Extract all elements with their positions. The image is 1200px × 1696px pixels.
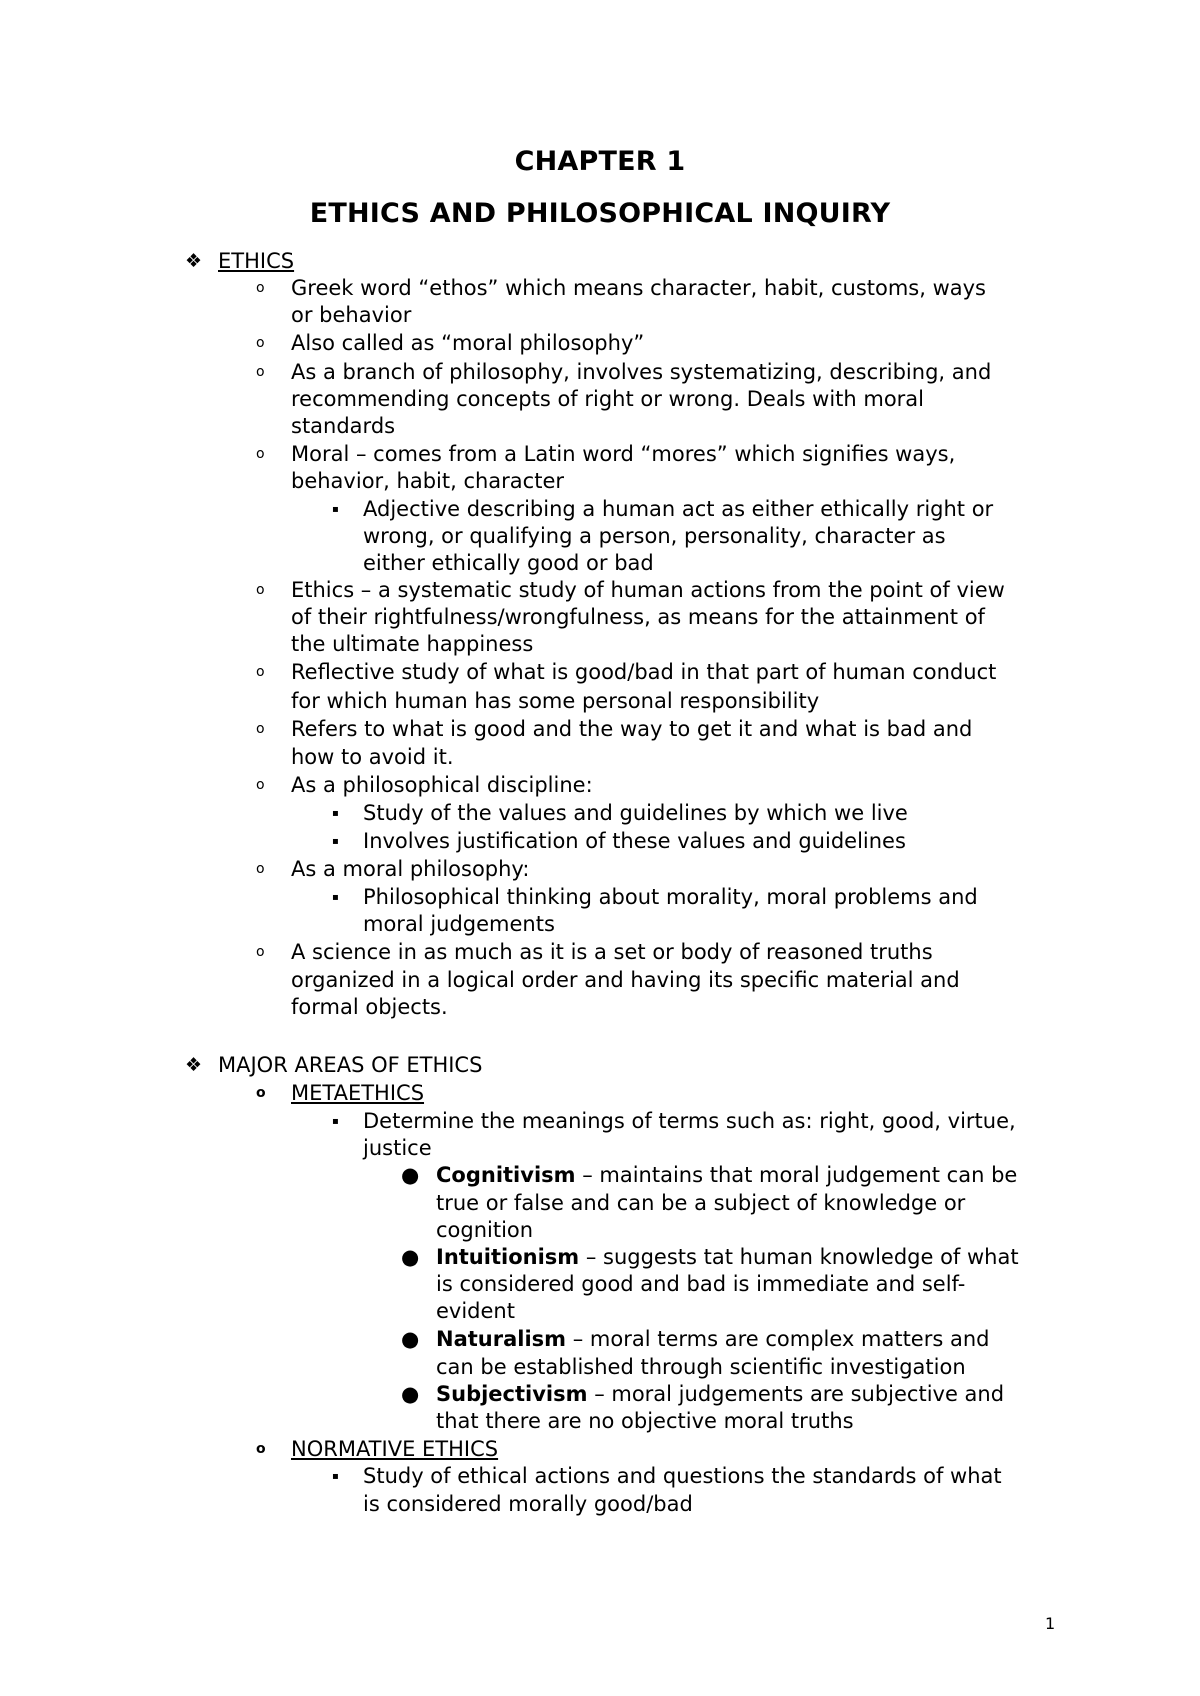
theory-text: [436, 1381, 1004, 1408]
circle-bullet-icon: o: [256, 944, 265, 960]
list-item-text: Greek word “ethos” which means character, habit, customs, ways: [291, 276, 986, 300]
dot-bullet-icon: ●: [401, 1245, 420, 1269]
dot-bullet-icon: ●: [401, 1163, 420, 1187]
dot-bullet-icon: ●: [401, 1382, 420, 1406]
square-bullet-icon: ▪: [332, 892, 339, 903]
sub-list-item-text: Adjective describing a human act as either ethically right or: [363, 497, 994, 521]
list-item-text: Ethics – a systematic study of human actions from the point of view: [291, 578, 1005, 602]
sub-list-item-text: is considered morally good/bad: [363, 1492, 693, 1516]
theory-desc: evident: [436, 1299, 515, 1323]
list-item-text: how to avoid it.: [291, 745, 454, 769]
circle-bullet-icon: o: [256, 280, 265, 296]
list-item-text: recommending concepts of right or wrong. Deals with moral: [291, 387, 925, 411]
theory-desc: true or false and can be a subject of knowledge or: [436, 1191, 966, 1215]
sub-list-item-text: Determine the meanings of terms such as: right, good, virtue,: [363, 1109, 1016, 1133]
diamond-bullet-icon: ❖: [185, 1054, 203, 1076]
theory-desc: – suggests tat human knowledge of what: [579, 1245, 1019, 1269]
sub-list-item-text: justice: [363, 1136, 432, 1160]
list-item-text: formal objects.: [291, 995, 448, 1019]
circle-bullet-icon: o: [256, 364, 265, 380]
circle-bullet-icon: o: [256, 1441, 266, 1457]
list-item-text: A science in as much as it is a set or body of reasoned truths: [291, 940, 933, 964]
list-item-text: organized in a logical order and having its specific material and: [291, 968, 960, 992]
square-bullet-icon: ▪: [332, 836, 339, 847]
list-item-text: Reflective study of what is good/bad in that part of human conduct: [291, 660, 997, 684]
section-areas-heading: MAJOR AREAS OF ETHICS: [218, 1053, 483, 1077]
theory-term: Naturalism: [436, 1327, 567, 1351]
list-item-text: Moral – comes from a Latin word “mores” which signifies ways,: [291, 442, 956, 466]
list-item-text: the ultimate happiness: [291, 632, 534, 656]
list-item-text: As a philosophical discipline:: [291, 773, 593, 797]
theory-desc: cognition: [436, 1218, 534, 1242]
circle-bullet-icon: o: [256, 446, 265, 462]
sub-list-item-text: Involves justification of these values and guidelines: [363, 829, 906, 853]
circle-bullet-icon: o: [256, 664, 265, 680]
list-item-text: As a moral philosophy:: [291, 857, 530, 881]
theory-desc: – moral terms are complex matters and: [566, 1327, 990, 1351]
list-item-text: of their rightfulness/wrongfulness, as means for the attainment of: [291, 605, 985, 629]
theory-term: Subjectivism: [436, 1382, 588, 1406]
theory-term: Cognitivism: [436, 1163, 576, 1187]
list-item-text: standards: [291, 414, 396, 438]
theory-text: [436, 1162, 1017, 1189]
circle-bullet-icon: o: [256, 335, 265, 351]
diamond-bullet-icon: ❖: [185, 250, 203, 272]
list-item-text: Refers to what is good and the way to get it and what is bad and: [291, 717, 973, 741]
square-bullet-icon: ▪: [332, 1471, 339, 1482]
circle-bullet-icon: o: [256, 861, 265, 877]
dot-bullet-icon: ●: [401, 1327, 420, 1351]
theory-term: Intuitionism: [436, 1245, 580, 1269]
sub-list-item-text: Study of ethical actions and questions the standards of what: [363, 1464, 1002, 1488]
theory-desc: that there are no objective moral truths: [436, 1409, 854, 1433]
sub-list-item-text: moral judgements: [363, 912, 555, 936]
metaethics-heading: METAETHICS: [291, 1081, 425, 1105]
normative-heading: NORMATIVE ETHICS: [291, 1437, 499, 1461]
list-item-text: Also called as “moral philosophy”: [291, 331, 645, 355]
circle-bullet-icon: o: [256, 1085, 266, 1101]
circle-bullet-icon: o: [256, 777, 265, 793]
theory-desc: can be established through scientific investigation: [436, 1355, 966, 1379]
square-bullet-icon: ▪: [332, 808, 339, 819]
theory-desc: – moral judgements are subjective and: [587, 1382, 1005, 1406]
chapter-title: ETHICS AND PHILOSOPHICAL INQUIRY: [309, 198, 891, 229]
list-item-text: As a branch of philosophy, involves systematizing, describing, and: [291, 360, 992, 384]
theory-text: [436, 1326, 989, 1353]
square-bullet-icon: ▪: [332, 504, 339, 515]
square-bullet-icon: ▪: [332, 1116, 339, 1127]
chapter-number: CHAPTER 1: [514, 146, 686, 177]
theory-text: [436, 1244, 1019, 1271]
sub-list-item-text: either ethically good or bad: [363, 551, 654, 575]
page-number: 1: [1045, 1614, 1056, 1633]
sub-list-item-text: Philosophical thinking about morality, moral problems and: [363, 885, 978, 909]
theory-desc: is considered good and bad is immediate and self-: [436, 1272, 966, 1296]
section-ethics-heading: ETHICS: [218, 249, 295, 273]
sub-list-item-text: wrong, or qualifying a person, personality, character as: [363, 524, 946, 548]
circle-bullet-icon: o: [256, 721, 265, 737]
sub-list-item-text: Study of the values and guidelines by which we live: [363, 801, 908, 825]
circle-bullet-icon: o: [256, 582, 265, 598]
list-item-text: for which human has some personal responsibility: [291, 689, 820, 713]
list-item-text: or behavior: [291, 303, 412, 327]
list-item-text: behavior, habit, character: [291, 469, 565, 493]
theory-desc: – maintains that moral judgement can be: [575, 1163, 1018, 1187]
